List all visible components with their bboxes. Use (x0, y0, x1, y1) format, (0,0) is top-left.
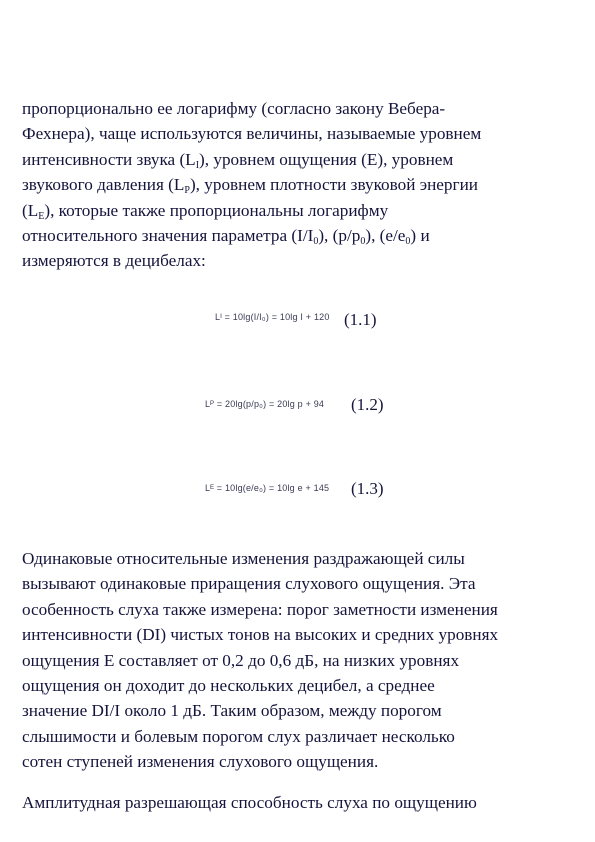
text-line (22, 223, 582, 248)
formula-number: (1.3) (351, 479, 384, 498)
text-line (22, 147, 582, 172)
formula-expression: Lᴵ = 10lg(I/I₀) = 10lg I + 120 (215, 312, 330, 322)
text-fragment: ) и (410, 226, 430, 246)
text-fragment: ), уровнем плотности звуковой энергии (189, 175, 478, 195)
text-line: Фехнера), чаще используются величины, называемые уровнем (22, 124, 482, 144)
text-fragment: (L (22, 200, 39, 220)
text-line: Амплитудная разрешающая способность слуха по ощущению (22, 793, 477, 812)
paragraph-weber-fechner (22, 96, 582, 274)
formula-energy-density-level (0, 477, 595, 507)
subscript: P (184, 185, 190, 197)
text-line: значение DI/I около 1 дБ. Таким образом, между порогом (22, 701, 442, 721)
text-fragment: ), уровнем ощущения (E), уровнем (199, 149, 454, 169)
formula-pressure-level (0, 393, 595, 423)
formula-number: (1.1) (344, 310, 377, 329)
text-fragment: интенсивности звука (L (22, 149, 196, 169)
text-line: особенность слуха также измерена: порог заметности изменения (22, 599, 498, 619)
formula-intensity-level (0, 308, 595, 338)
text-line: ощущения он доходит до нескольких децибел, а среднее (22, 676, 435, 696)
text-fragment: ), которые также пропорциональны логарифму (44, 200, 389, 220)
paragraph-relative-changes (22, 546, 582, 775)
text-line: интенсивности (DI) чистых тонов на высоких и средних уровнях (22, 625, 499, 645)
subscript: 0 (313, 236, 319, 248)
text-line: пропорционально ее логарифму (согласно закону Вебера- (22, 99, 446, 118)
subscript: 0 (360, 236, 366, 248)
formula-expression: Lᴱ = 10lg(e/e₀) = 10lg e + 145 (205, 483, 330, 493)
text-line (22, 172, 582, 197)
text-line: слышимости и болевым порогом слух различает несколько (22, 726, 455, 746)
text-fragment: относительного значения параметра (I/I (22, 226, 314, 246)
text-line: сотен ступеней изменения слухового ощущения. (22, 752, 379, 772)
text-fragment: звукового давления (L (22, 175, 185, 195)
text-fragment: ), (p/p (318, 226, 361, 246)
formula-expression: Lᴾ = 20lg(p/p₀) = 20lg p + 94 (205, 399, 325, 409)
text-line: Одинаковые относительные изменения раздражающей силы (22, 549, 465, 568)
text-line: измеряются в децибелах: (22, 251, 206, 271)
text-fragment: ), (e/e (365, 226, 406, 246)
subscript: I (195, 159, 200, 171)
text-line: ощущения E составляет от 0,2 до 0,6 дБ, на низких уровнях (22, 650, 460, 670)
formula-number: (1.2) (351, 395, 384, 414)
text-line: вызывают одинаковые приращения слухового ощущения. Эта (22, 574, 476, 594)
subscript: E (38, 210, 45, 222)
paragraph-amplitude-resolution (22, 790, 582, 815)
text-line (22, 198, 582, 223)
subscript: 0 (405, 236, 411, 248)
